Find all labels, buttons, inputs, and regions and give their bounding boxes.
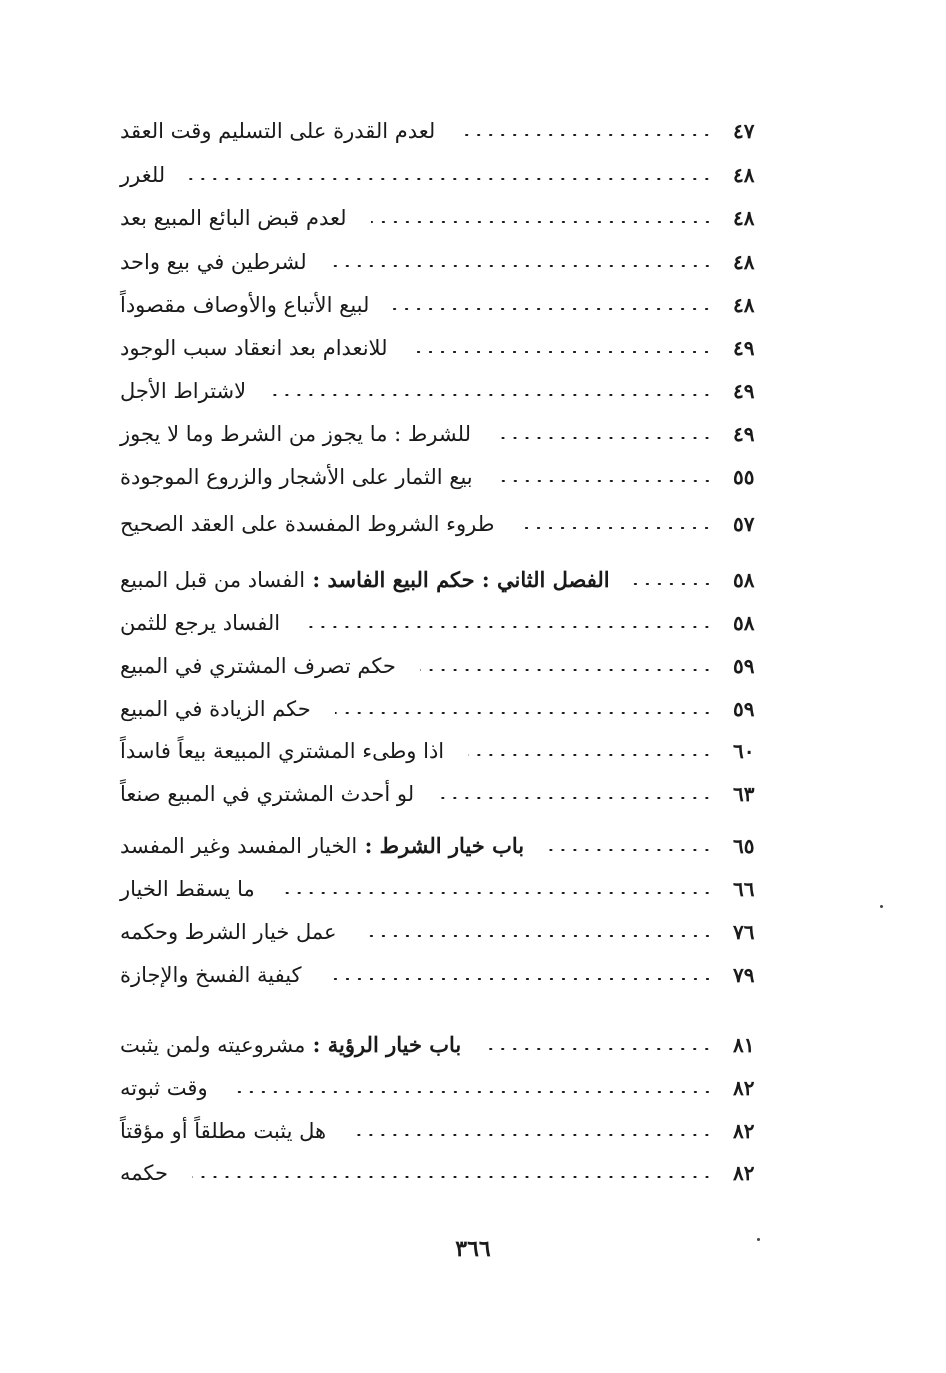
entry-title: لاشتراط الأجل <box>120 379 247 403</box>
toc-entry <box>120 646 785 686</box>
dot-leader <box>468 754 713 756</box>
entry-page: ٤٧ <box>733 119 755 143</box>
entry-page: ٥٩ <box>733 654 755 678</box>
dot-leader <box>192 1176 713 1178</box>
toc-entry <box>120 869 785 909</box>
entry-subtitle: الخيار المفسد وغير المفسد <box>120 834 358 858</box>
section-heading: باب خيار الرؤية : <box>312 1032 462 1057</box>
entry-page: ٦٣ <box>733 782 755 806</box>
dot-leader <box>459 134 713 136</box>
dot-leader <box>326 978 713 980</box>
entry-title: لشرطين في بيع واحد <box>120 250 307 274</box>
dot-leader <box>548 849 713 851</box>
entry-title: لعدم القدرة على التسليم وقت العقد <box>120 119 436 143</box>
toc-entry <box>120 155 785 195</box>
dot-leader <box>438 797 713 799</box>
entry-title: للانعدام بعد انعقاد سبب الوجود <box>120 336 388 360</box>
entry-title: كيفية الفسخ والإجازة <box>120 963 302 987</box>
entry-title: هل يثبت مطلقاً أو مؤقتاً <box>120 1119 327 1143</box>
toc-section-entry <box>120 560 785 600</box>
entry-page: ٦٠ <box>733 739 755 763</box>
toc-entry <box>120 1111 785 1151</box>
entry-subtitle: الفساد من قبل المبيع <box>120 568 306 592</box>
entry-title: حكم الزيادة في المبيع <box>120 697 311 721</box>
entry-page: ٨٢ <box>733 1161 755 1185</box>
toc-entry <box>120 371 785 411</box>
entry-page: ٨٢ <box>733 1119 755 1143</box>
toc-entry <box>120 731 785 771</box>
entry-page: ٤٨ <box>733 206 755 230</box>
toc-entry <box>120 955 785 995</box>
toc-entry <box>120 457 785 497</box>
entry-page: ٧٩ <box>733 963 755 987</box>
entry-page: ٤٩ <box>733 336 755 360</box>
entry-page: ٧٦ <box>733 920 755 944</box>
dot-leader <box>371 221 713 223</box>
entry-page: ٦٦ <box>733 877 755 901</box>
entry-title <box>120 826 524 866</box>
dot-leader <box>495 437 713 439</box>
entry-title: حكم تصرف المشتري في المبيع <box>120 654 396 678</box>
dot-leader <box>335 712 713 714</box>
page-number: ٣٦٦ <box>455 1236 491 1262</box>
entry-page: ٤٩ <box>733 422 755 446</box>
section-heading: باب خيار الشرط : <box>364 833 525 858</box>
entry-page: ٥٨ <box>733 568 755 592</box>
dot-leader <box>411 351 713 353</box>
entry-page: ٥٧ <box>733 512 755 536</box>
entry-page: ٥٥ <box>733 465 755 489</box>
entry-title: اذا وطىء المشتري المبيعة بيعاً فاسداً <box>120 739 445 763</box>
scan-speck <box>880 905 883 908</box>
entry-title <box>120 560 610 600</box>
entry-title: لو أحدث المشتري في المبيع صنعاً <box>120 782 415 806</box>
section-heading: الفصل الثاني : حكم البيع الفاسد : <box>312 567 610 592</box>
entry-title: حكمه <box>120 1161 168 1185</box>
toc-entry <box>120 689 785 729</box>
toc-section-entry <box>120 826 785 866</box>
dot-leader <box>350 1134 713 1136</box>
toc-entry <box>120 912 785 952</box>
toc-entry <box>120 414 785 454</box>
dot-leader <box>518 527 713 529</box>
entry-title: الفساد يرجع للثمن <box>120 611 281 635</box>
toc-entry <box>120 328 785 368</box>
entry-title: للشرط : ما يجوز من الشرط وما لا يجوز <box>120 422 471 446</box>
dot-leader <box>279 892 713 894</box>
entry-page: ٨٢ <box>733 1076 755 1100</box>
toc-entry <box>120 504 785 544</box>
entry-subtitle: مشروعيته ولمن يثبت <box>120 1033 306 1057</box>
entry-page: ٤٨ <box>733 250 755 274</box>
entry-page: ٥٨ <box>733 611 755 635</box>
dot-leader <box>634 583 713 585</box>
entry-title: لبيع الأتباع والأوصاف مقصوداً <box>120 293 370 317</box>
entry-page: ٤٩ <box>733 379 755 403</box>
entry-title: لعدم قبض البائع المبيع بعد <box>120 206 347 230</box>
entry-page: ٤٨ <box>733 163 755 187</box>
toc-entry <box>120 774 785 814</box>
dot-leader <box>420 669 713 671</box>
entry-title: طروء الشروط المفسدة على العقد الصحيح <box>120 512 495 536</box>
dot-leader <box>331 265 713 267</box>
dot-leader <box>189 178 713 180</box>
entry-title: بيع الثمار على الأشجار والزروع الموجودة <box>120 465 473 489</box>
toc-entry <box>120 111 785 151</box>
toc-entry <box>120 285 785 325</box>
dot-leader <box>232 1091 713 1093</box>
toc-entry <box>120 198 785 238</box>
toc-entry <box>120 1068 785 1108</box>
entry-page: ٦٥ <box>733 834 755 858</box>
entry-page: ٥٩ <box>733 697 755 721</box>
dot-leader <box>485 1048 713 1050</box>
entry-title: عمل خيار الشرط وحكمه <box>120 920 337 944</box>
toc-section-entry <box>120 1025 785 1065</box>
entry-title <box>120 1025 461 1065</box>
toc-entry <box>120 603 785 643</box>
entry-title: ما يسقط الخيار <box>120 877 255 901</box>
entry-page: ٤٨ <box>733 293 755 317</box>
dot-leader <box>361 935 713 937</box>
entry-page: ٨١ <box>733 1033 755 1057</box>
dot-leader <box>304 626 713 628</box>
scan-speck <box>757 1238 760 1241</box>
dot-leader <box>497 480 713 482</box>
entry-title: للغرر <box>120 163 166 187</box>
toc-entry <box>120 242 785 282</box>
dot-leader <box>270 394 713 396</box>
entry-title: وقت ثبوته <box>120 1076 208 1100</box>
toc-entry <box>120 1153 785 1193</box>
dot-leader <box>393 308 713 310</box>
